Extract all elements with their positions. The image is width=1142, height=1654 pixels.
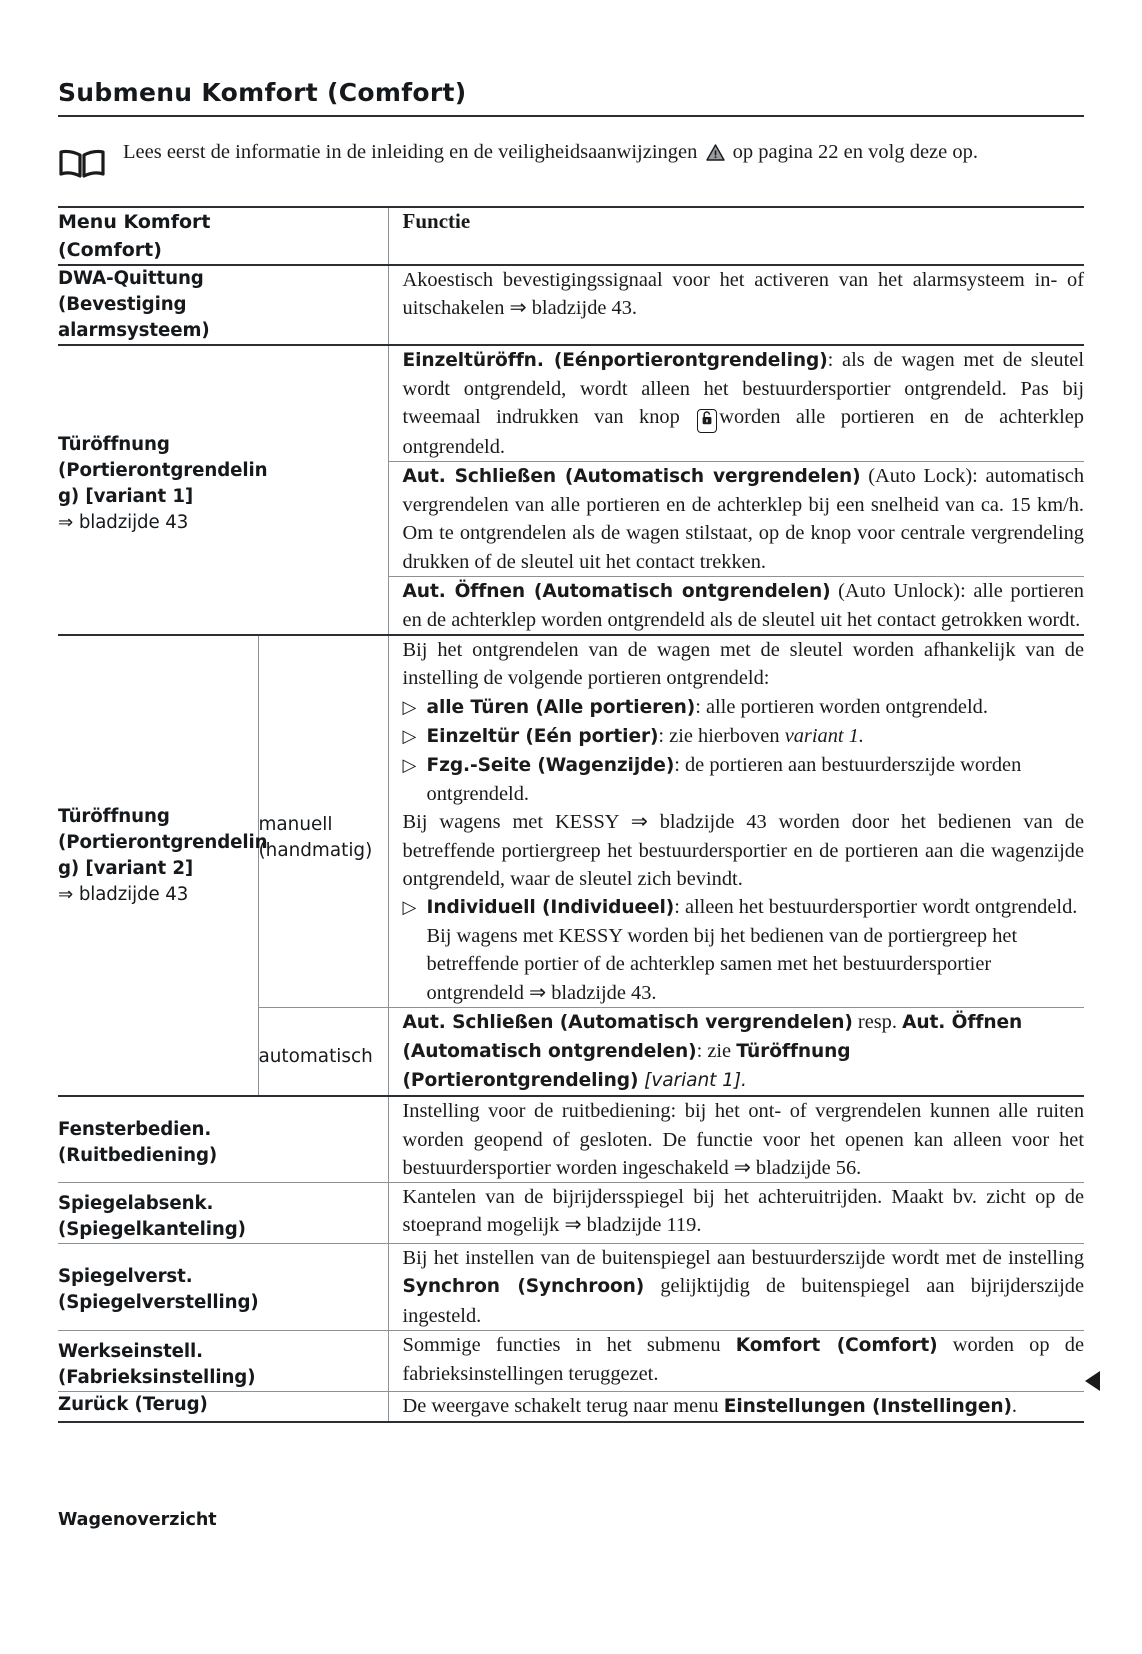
table-row [58,1330,1084,1391]
intro-text-before: Lees eerst de informatie in de inleiding en de veiligheidsaanwijzingen [123,141,698,163]
row-description: Instelling voor de ruitbediening: bij het ont- of vergrendelen kunnen alle ruiten worden geopend of gesloten. De functie voor het openen kan alleen voor het bestuurdersportier worden ingeschakeld ⇒ bladzijde 56. [402,1100,1085,1179]
triangle-bullet-icon: ▷ [402,725,417,746]
text-mid-a: resp. [852,1010,903,1033]
row-label-dwa-quittung [58,265,388,345]
label-line: Spiegelabsenk. [58,1193,214,1215]
table-header-row [58,207,1084,265]
row-label-spiegelverst [58,1244,388,1331]
sub-label-automatisch [258,1007,388,1096]
bold-term-c: Türöffnung (Portierontgrendeling) [402,1041,851,1092]
header-menu-line2: (Comfort) [58,239,162,261]
list-item [403,722,1085,751]
row-text-dwa-quittung [388,265,1084,345]
text-before-bold: De weergave schakelt terug naar menu [402,1394,724,1417]
comfort-submenu-table [58,206,1084,1423]
list-item-text: : zie hierboven [658,724,785,747]
row-label-turoffnung-variant1 [58,345,388,635]
bold-term: Aut. Schließen (Automatisch vergrendelen) [402,466,861,488]
block-text-b: worden alle portieren en de achterklep ontgrendeld. [402,406,1085,458]
bold-term-b: Aut. Öffnen (Automatisch ontgrendelen) [402,1011,1023,1063]
header-cell-menu [58,207,388,265]
label-line: (Portierontgrendelin [58,460,268,481]
bold-term: Aut. Öffnen (Automatisch ontgrendelen) [402,580,831,602]
list-item-italic: variant 1. [784,724,864,747]
page-footer: Wagenoverzicht [58,1510,217,1530]
block-text: (Auto Lock): automatisch vergrendelen van alle portieren en de achterklep bij een snelheid van ca. 15 km/h. Om te ontgrendelen als de wagen stilstaat, op de knop voor centrale vergrendeling drukken of de sleutel uit het contact trekken. [402,465,1085,573]
bold-term: Synchron (Synchroon) [402,1276,645,1298]
text-mid-b: : zie [696,1040,737,1063]
row-label-spiegelabsenk [58,1183,388,1244]
triangle-bullet-icon: ▷ [402,696,417,717]
label-page-ref: ⇒ bladzijde 43 [58,884,189,906]
text-italic-tail: [variant 1]. [638,1070,747,1092]
text-after-bold: . [1011,1394,1017,1417]
table-row [58,1391,1084,1422]
text-before-bold: Bij het instellen van de buitenspiegel aan bestuurderszijde wordt met de instelling [402,1247,1085,1270]
bold-term-a: Aut. Schließen (Automatisch vergrendelen) [402,1011,853,1033]
list-item-text: : de portieren aan bestuurderszijde worden ontgrendeld. [426,754,1022,806]
text-after-bold: worden op de fabrieksinstellingen teruggezet. [402,1333,1084,1385]
list-item-text: : alleen het bestuurdersportier wordt ontgrendeld. Bij wagens met KESSY worden bij het bedienen van de portiergreep het betreffende portier of de achterklep samen met het bestuurdersportier ontgrendeld ⇒ bladzijde 43. [426,896,1078,1004]
list-item [403,893,1085,1007]
block-text: (Auto Unlock): alle portieren en de achterklep worden ontgrendeld als de sleutel uit het contact getrokken wordt. [402,579,1085,632]
intro-note [58,138,1084,186]
row-text-zuruck [388,1391,1084,1422]
row-label-turoffnung-variant2 [58,635,268,1096]
bold-term: Fzg.-Seite (Wagenzijde) [426,755,675,777]
text-after-bold: gelijktijdig de buitenspiegel aan bijrijderszijde ingesteld. [402,1275,1085,1327]
title-divider [58,115,1084,117]
table-row [58,1244,1084,1331]
row-label-zuruck [58,1391,388,1422]
sub-label-manuell [258,635,388,1007]
manuell-kessy-paragraph: Bij wagens met KESSY ⇒ bladzijde 43 worden door het bedienen van de betreffende portiergreep het bestuurdersportier en de portieren aan die wagenzijde ontgrendeld, waar de sleutel zich bevindt. [402,811,1085,890]
row-text-fensterbedien [388,1096,1084,1182]
row-text-spiegelabsenk [388,1183,1084,1244]
sub-label-line: (handmatig) [258,840,373,862]
label-line [58,484,388,510]
sub-content-manuell [388,635,1084,1007]
manuell-intro: Bij het ontgrendelen van de wagen met de sleutel worden afhankelijk van de instelling de volgende portieren ontgrendeld: [402,639,1085,690]
label-line: DWA-Quittung [58,268,204,289]
table-row [58,345,1084,462]
bold-term: Individuell (Individueel) [426,897,675,919]
bold-term: Einzeltüröffn. (Eénportierontgrendeling) [402,350,828,371]
label-line: Zurück (Terug) [58,1393,208,1415]
header-function-label: Functie [402,209,471,233]
table-row [58,635,1084,1007]
label-variant-text: g) [variant 1] [58,486,194,507]
row-text-spiegelverst [388,1244,1084,1331]
intro-text [110,138,978,170]
header-menu-line1: Menu Komfort [58,211,211,233]
table-row [58,1096,1084,1182]
triangle-bullet-icon: ▷ [402,897,417,918]
bold-term: Einstellungen (Instellingen) [723,1395,1012,1417]
text-before-bold: Sommige functies in het submenu [402,1333,736,1356]
sub-label-line: manuell [258,814,333,836]
label-line: Fensterbedien. [58,1119,212,1141]
label-line: (Spiegelverstelling) [58,1292,259,1314]
table-row [58,1183,1084,1244]
label-line: Werkseinstell. [58,1340,203,1362]
intro-text-after: op pagina 22 en volg deze op. [732,141,978,163]
sub-label-line: automatisch [258,1045,373,1067]
label-page-ref: ⇒ bladzijde 43 [58,512,189,533]
function-block-einzelturoffn [388,345,1084,462]
block-text-a: : als de wagen met de sleutel wordt ontgrendeld, wordt alleen het bestuurdersportier ontgrendeld. Pas bij tweemaal indrukken van knop [402,349,1085,429]
unlock-button-icon [697,409,717,432]
label-line: (Portierontgrendelin [58,832,268,854]
row-label-fensterbedien [58,1096,388,1182]
bold-term: Einzeltür (Eén portier) [426,725,659,747]
page-edge-marker [1085,1371,1100,1391]
label-line [58,856,258,882]
bold-term: Komfort (Comfort) [735,1334,938,1356]
label-line: Spiegelverst. [58,1266,193,1288]
bold-term: alle Türen (Alle portieren) [426,696,696,718]
page-title: Submenu Komfort (Comfort) [58,78,467,107]
label-line: (Spiegelkanteling) [58,1219,246,1241]
function-block-aut-offnen [388,576,1084,635]
label-line: (Fabrieksinstelling) [58,1366,256,1388]
table-row [58,265,1084,345]
function-block-aut-schliessen [388,462,1084,577]
label-line: alarmsysteem) [58,320,210,341]
book-icon [58,138,110,186]
row-label-werkseinstell [58,1330,388,1391]
header-cell-function [388,207,1084,265]
label-variant-text: g) [variant 2] [58,858,194,880]
sub-content-automatisch [388,1007,1084,1096]
label-line: (Ruitbediening) [58,1145,218,1167]
warning-triangle-icon [706,141,725,170]
triangle-bullet-icon: ▷ [402,755,417,776]
row-description: Akoestisch bevestigingssignaal voor het activeren van het alarmsysteem in- of uitschakelen ⇒ bladzijde 43. [402,269,1085,320]
row-text-werkseinstell [388,1330,1084,1391]
label-line: (Bevestiging [58,294,187,315]
list-item [403,751,1085,808]
label-line: Türöffnung [58,806,170,828]
label-line: Türöffnung [58,434,170,455]
row-description: Kantelen van de bijrijdersspiegel bij het achteruitrijden. Maakt bv. zicht op de stoeprand mogelijk ⇒ bladzijde 119. [402,1186,1085,1237]
list-item [403,693,1085,722]
manuell-bullet-list-2 [403,893,1085,1007]
manuell-bullet-list [403,693,1085,809]
list-item-text: : alle portieren worden ontgrendeld. [695,695,988,718]
